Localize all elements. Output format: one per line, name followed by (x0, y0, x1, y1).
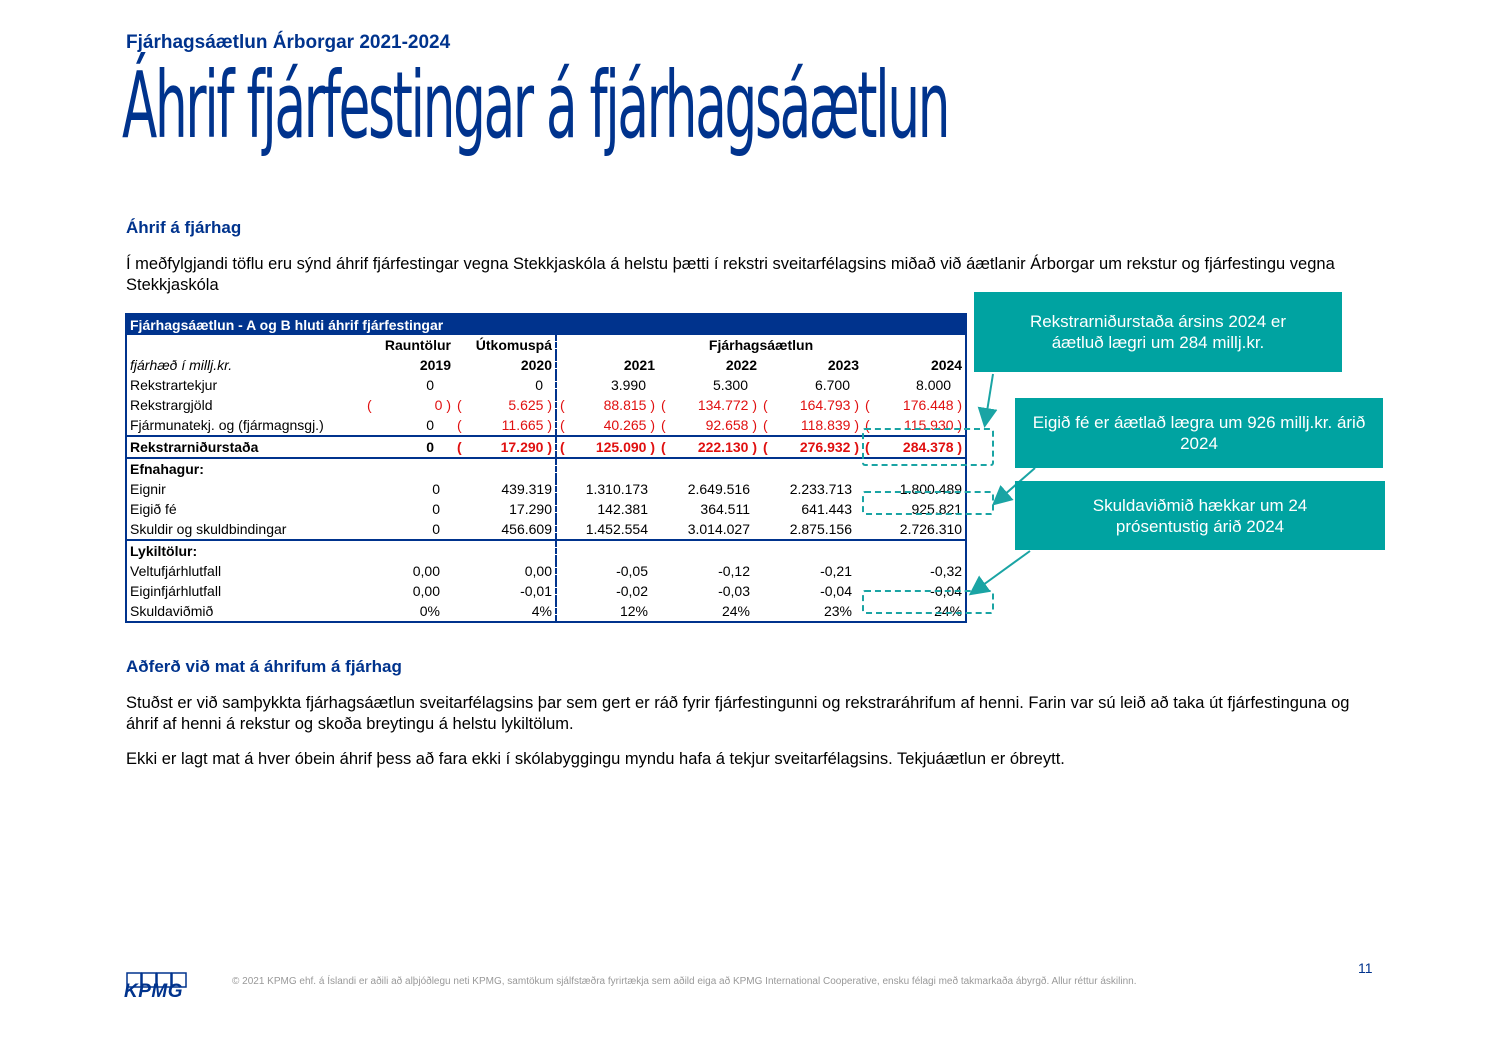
year-header: 2023 (827, 356, 859, 373)
cell: -0,32 (930, 562, 963, 579)
cell: 0 (432, 500, 440, 517)
cell: 439.319 (501, 480, 552, 497)
row-label: Eiginfjárhlutfall (130, 582, 222, 599)
cell: 17.290 (509, 500, 552, 517)
cell: 1.452.554 (556, 519, 658, 540)
row-label: Fjármunatekj. og (fjármagnsgj.) (130, 416, 324, 433)
method-paragraph-2: Ekki er lagt mat á hver óbein áhrif þess að fara ekki í skólabyggingu myndu hafa á tekjur sveitarfélagsins. Tekjuáætlun er óbreytt. (126, 750, 1065, 768)
cell: 0 (426, 416, 434, 433)
row-label: Rekstrartekjur (130, 376, 218, 393)
cell: 2.649.516 (687, 480, 750, 497)
row-label: Rekstrarniðurstaða (126, 436, 364, 458)
year-header: 2019 (419, 356, 451, 373)
cell: 24% (721, 602, 750, 619)
cell: ( 11.665 ) (457, 416, 552, 433)
cell: 0,00 (412, 582, 440, 599)
cell: 6.700 (814, 376, 850, 393)
cell: 0,00 (524, 562, 552, 579)
page-number: 11 (1358, 960, 1373, 976)
cell: 0 (535, 376, 543, 393)
callout-operating-result: Rekstrarniðurstaða ársins 2024 er áætluð lægri um 284 millj.kr. (974, 292, 1342, 372)
section-heading-method: Aðferð við mat á áhrifum á fjárhag (126, 657, 402, 676)
cell: ( 125.090 ) (556, 436, 658, 458)
cell: ( 0 ) (367, 396, 451, 413)
kpmg-logo (124, 972, 190, 1009)
cell: -0,03 (718, 582, 750, 599)
cell: 0 (426, 376, 434, 393)
cell: 23% (823, 602, 852, 619)
row-label: Skuldaviðmið (130, 602, 214, 619)
group-actual: Rauntölur (384, 336, 451, 353)
cell: ( 164.793 ) (763, 396, 859, 413)
cell: ( 88.815 ) (556, 395, 658, 415)
year-header: 2022 (725, 356, 757, 373)
section-heading-impact: Áhrif á fjárhag (126, 218, 242, 237)
group-budget: Fjárhagsáætlun (556, 335, 966, 355)
cell: ( 176.448 ) (865, 396, 963, 413)
cell: 1.800.489 (899, 480, 963, 497)
cell: -0,05 (556, 561, 658, 581)
cell: -0,12 (718, 562, 750, 579)
callout-equity: Eigið fé er áætlað lægra um 926 millj.kr. árið 2024 (1015, 398, 1383, 468)
cell: ( 284.378 ) (862, 436, 966, 458)
cell: 0 (432, 480, 440, 497)
year-header: 2021 (556, 355, 658, 375)
cell: -0,04 (930, 582, 963, 599)
row-label: Skuldir og skuldbindingar (130, 520, 287, 537)
unit-label: fjárhæð í millj.kr. (130, 356, 233, 373)
cell: ( 5.625 ) (457, 396, 552, 413)
kpmg-logo-text: KPMG (124, 981, 183, 1002)
cell: 8.000 (916, 376, 952, 393)
row-label: Rekstrargjöld (130, 396, 213, 413)
method-paragraph-1: Stuðst er við samþykkta fjárhagsáætlun sveitarfélagsins þar sem gert er ráð fyrir fjárfestingunni og rekstraráhrifum af henni. Farin var sú leið að taka út fjárfestinguna og áhrif af henni á rekstur og skoða breytingu á helstu lykiltölum. (126, 694, 1350, 733)
cell: 364.511 (700, 500, 750, 517)
cell: ( 115.930 ) (865, 416, 963, 433)
group-forecast: Útkomuspá (475, 336, 552, 353)
row-label: Veltufjárhlutfall (130, 562, 222, 579)
cell: 0,00 (412, 562, 440, 579)
cell: ( 222.130 ) (658, 436, 760, 458)
page-title: Áhrif fjárfestingar á fjárhagsáætlun (122, 52, 949, 159)
year-header: 2024 (930, 356, 963, 373)
cell: -0,01 (520, 582, 552, 599)
cell: 2.233.713 (789, 480, 852, 497)
arrow-line (972, 551, 1030, 593)
cell: 12% (556, 601, 658, 622)
section-label: Lykiltölur: (126, 540, 364, 561)
cell: 0 (432, 520, 440, 537)
cell: 4% (531, 602, 552, 619)
cell: 1.310.173 (556, 479, 658, 499)
cell: 142.381 (556, 499, 658, 519)
cell: ( 92.658 ) (661, 416, 757, 433)
cell: 2.875.156 (789, 520, 852, 537)
cell: ( 276.932 ) (760, 436, 862, 458)
year-header: 2020 (520, 356, 552, 373)
document-supertitle: Fjárhagsáætlun Árborgar 2021-2024 (126, 32, 451, 53)
cell: ( 40.265 ) (556, 415, 658, 436)
footer-copyright: © 2021 KPMG ehf. á Íslandi er aðili að alþjóðlegu neti KPMG, samtökum sjálfstæðra fyrirtækja sem aðild eiga að KPMG International Cooperative, ensku félagi með takmarkaða ábyrgð. Allur réttur áskilinn. (232, 976, 1137, 987)
cell: 3.014.027 (687, 520, 750, 537)
arrow-line (985, 374, 993, 424)
cell: 2.726.310 (899, 520, 963, 537)
row-label: Eignir (130, 480, 166, 497)
section-label: Efnahagur: (130, 460, 204, 477)
cell: -0,04 (820, 582, 852, 599)
cell: -0,02 (556, 581, 658, 601)
cell: ( 17.290 ) (454, 436, 556, 458)
cell: 3.990 (556, 375, 658, 395)
table-title: Fjárhagsáætlun - A og B hluti áhrif fjárfestingar (126, 314, 966, 335)
cell: 5.300 (712, 376, 748, 393)
callout-debt-ratio: Skuldaviðmið hækkar um 24 prósentustig árið 2024 (1015, 481, 1385, 550)
intro-paragraph: Í meðfylgjandi töflu eru sýnd áhrif fjárfestingar vegna Stekkjaskóla á helstu þætti í rekstri sveitarfélagsins miðað við áætlanir Árborgar um rekstur og fjárfestingu vegna Stekkjaskóla (126, 255, 1335, 294)
cell: 456.609 (501, 520, 552, 537)
cell: ( 118.839 ) (763, 416, 859, 433)
cell: -0,21 (820, 562, 852, 579)
cell: 24% (934, 602, 963, 619)
row-label: Eigið fé (130, 500, 177, 517)
cell: 0 (364, 436, 454, 458)
cell: ( 134.772 ) (661, 396, 757, 413)
cell: 0% (419, 602, 440, 619)
cell: 925.821 (911, 500, 963, 517)
cell: 641.443 (801, 500, 852, 517)
